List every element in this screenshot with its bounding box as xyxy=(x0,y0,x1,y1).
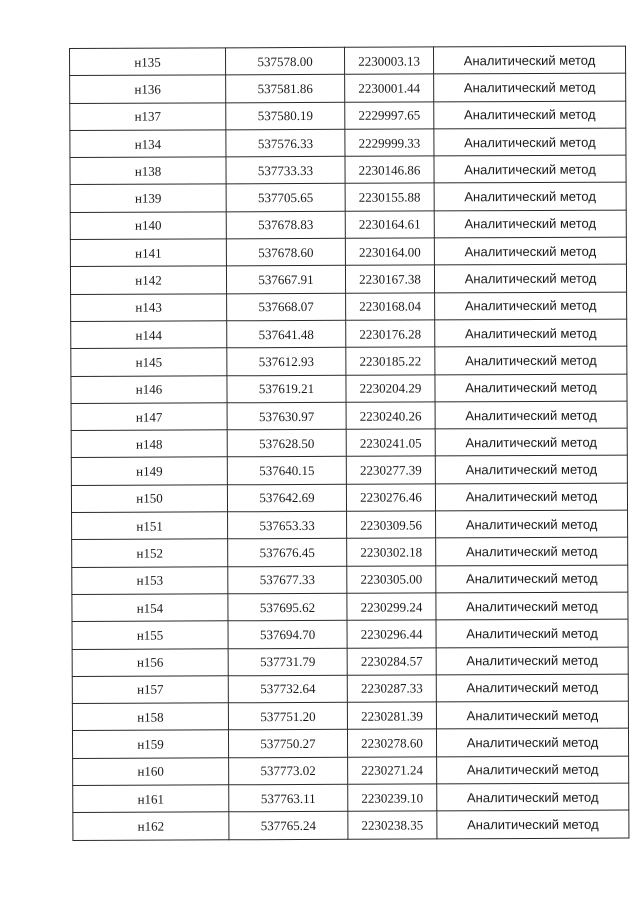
y-coordinate-cell: 2230167.38 xyxy=(345,265,434,293)
point-id-cell: н137 xyxy=(70,102,226,130)
table-row xyxy=(70,101,626,131)
point-id-cell: н135 xyxy=(70,48,226,76)
method-cell: Аналитический метод xyxy=(435,483,627,511)
y-coordinate-cell: 2230271.24 xyxy=(348,757,437,785)
method-cell: Аналитический метод xyxy=(436,592,628,620)
method-cell: Аналитический метод xyxy=(435,456,627,484)
x-coordinate-cell: 537732.64 xyxy=(228,675,347,703)
point-id-cell: н144 xyxy=(71,321,227,349)
method-cell: Аналитический метод xyxy=(436,537,628,565)
method-cell: Аналитический метод xyxy=(436,619,628,647)
x-coordinate-cell: 537678.83 xyxy=(226,211,345,239)
x-coordinate-cell: 537694.70 xyxy=(228,621,347,649)
y-coordinate-cell: 2230281.39 xyxy=(347,702,436,730)
y-coordinate-cell: 2230296.44 xyxy=(347,620,436,648)
table-row xyxy=(73,756,629,786)
table-row xyxy=(70,264,626,294)
x-coordinate-cell: 537630.97 xyxy=(227,402,346,430)
method-cell: Аналитический метод xyxy=(437,756,629,784)
x-coordinate-cell: 537576.33 xyxy=(226,129,345,157)
point-id-cell: н153 xyxy=(72,566,228,594)
y-coordinate-cell: 2230299.24 xyxy=(347,593,436,621)
y-coordinate-cell: 2230204.29 xyxy=(346,374,435,402)
table-row xyxy=(72,728,628,758)
table-row xyxy=(70,46,626,76)
x-coordinate-cell: 537612.93 xyxy=(227,348,346,376)
method-cell: Аналитический метод xyxy=(436,647,628,675)
coordinates-table-body xyxy=(70,46,629,840)
table-row xyxy=(71,483,627,513)
point-id-cell: н152 xyxy=(72,539,228,567)
method-cell: Аналитический метод xyxy=(437,810,629,838)
y-coordinate-cell: 2230155.88 xyxy=(345,183,434,211)
point-id-cell: н139 xyxy=(70,184,226,212)
point-id-cell: н161 xyxy=(73,785,229,813)
method-cell: Аналитический метод xyxy=(436,674,628,702)
x-coordinate-cell: 537641.48 xyxy=(227,320,346,348)
point-id-cell: н162 xyxy=(73,812,229,840)
method-cell: Аналитический метод xyxy=(434,128,626,156)
point-id-cell: н158 xyxy=(72,703,228,731)
point-id-cell: н149 xyxy=(71,457,227,485)
table-row xyxy=(71,319,627,349)
method-cell: Аналитический метод xyxy=(434,155,626,183)
x-coordinate-cell: 537580.19 xyxy=(226,102,345,130)
x-coordinate-cell: 537667.91 xyxy=(226,266,345,294)
x-coordinate-cell: 537765.24 xyxy=(229,812,348,840)
table-row xyxy=(71,292,627,322)
method-cell: Аналитический метод xyxy=(437,783,629,811)
table-row xyxy=(72,619,628,649)
y-coordinate-cell: 2229999.33 xyxy=(345,129,434,157)
y-coordinate-cell: 2230164.00 xyxy=(345,238,434,266)
x-coordinate-cell: 537773.02 xyxy=(229,757,348,785)
method-cell: Аналитический метод xyxy=(436,701,628,729)
table-row xyxy=(70,73,626,103)
y-coordinate-cell: 2230305.00 xyxy=(347,566,436,594)
x-coordinate-cell: 537678.60 xyxy=(226,238,345,266)
table-row xyxy=(72,647,628,677)
table-row xyxy=(70,210,626,240)
method-cell: Аналитический метод xyxy=(435,346,627,374)
method-cell: Аналитический метод xyxy=(434,264,626,292)
y-coordinate-cell: 2230239.10 xyxy=(348,784,437,812)
point-id-cell: н143 xyxy=(71,293,227,321)
x-coordinate-cell: 537668.07 xyxy=(227,293,346,321)
y-coordinate-cell: 2230309.56 xyxy=(347,511,436,539)
table-row xyxy=(71,456,627,486)
point-id-cell: н147 xyxy=(71,403,227,431)
point-id-cell: н151 xyxy=(72,512,228,540)
y-coordinate-cell: 2230284.57 xyxy=(347,647,436,675)
point-id-cell: н154 xyxy=(72,594,228,622)
y-coordinate-cell: 2230001.44 xyxy=(345,74,434,102)
method-cell: Аналитический метод xyxy=(434,101,626,129)
x-coordinate-cell: 537578.00 xyxy=(226,47,345,75)
y-coordinate-cell: 2230185.22 xyxy=(346,347,435,375)
point-id-cell: н156 xyxy=(72,648,228,676)
method-cell: Аналитический метод xyxy=(436,565,628,593)
y-coordinate-cell: 2230240.26 xyxy=(346,402,435,430)
y-coordinate-cell: 2230277.39 xyxy=(346,456,435,484)
table-row xyxy=(72,565,628,595)
point-id-cell: н148 xyxy=(71,430,227,458)
table-row xyxy=(71,428,627,458)
y-coordinate-cell: 2230276.46 xyxy=(346,484,435,512)
x-coordinate-cell: 537731.79 xyxy=(228,648,347,676)
method-cell: Аналитический метод xyxy=(433,46,625,74)
y-coordinate-cell: 2230168.04 xyxy=(346,293,435,321)
y-coordinate-cell: 2230241.05 xyxy=(346,429,435,457)
table-row xyxy=(72,674,628,704)
x-coordinate-cell: 537581.86 xyxy=(226,75,345,103)
table-row xyxy=(72,537,628,567)
y-coordinate-cell: 2230164.61 xyxy=(345,211,434,239)
y-coordinate-cell: 2230003.13 xyxy=(344,47,433,75)
y-coordinate-cell: 2230176.28 xyxy=(346,320,435,348)
point-id-cell: н138 xyxy=(70,157,226,185)
method-cell: Аналитический метод xyxy=(435,374,627,402)
y-coordinate-cell: 2230287.33 xyxy=(347,675,436,703)
point-id-cell: н136 xyxy=(70,75,226,103)
method-cell: Аналитический метод xyxy=(434,210,626,238)
y-coordinate-cell: 2230278.60 xyxy=(347,729,436,757)
table-row xyxy=(70,183,626,213)
table-row xyxy=(72,510,628,540)
point-id-cell: н145 xyxy=(71,348,227,376)
method-cell: Аналитический метод xyxy=(434,237,626,265)
table-row xyxy=(73,810,629,840)
table-row xyxy=(71,401,627,431)
x-coordinate-cell: 537695.62 xyxy=(228,593,347,621)
point-id-cell: н159 xyxy=(72,730,228,758)
point-id-cell: н134 xyxy=(70,130,226,158)
point-id-cell: н142 xyxy=(70,266,226,294)
method-cell: Аналитический метод xyxy=(436,728,628,756)
method-cell: Аналитический метод xyxy=(436,510,628,538)
method-cell: Аналитический метод xyxy=(435,428,627,456)
y-coordinate-cell: 2230146.86 xyxy=(345,156,434,184)
table-row xyxy=(72,701,628,731)
x-coordinate-cell: 537676.45 xyxy=(228,539,347,567)
x-coordinate-cell: 537640.15 xyxy=(227,457,346,485)
x-coordinate-cell: 537653.33 xyxy=(228,511,347,539)
point-id-cell: н150 xyxy=(71,485,227,513)
method-cell: Аналитический метод xyxy=(434,73,626,101)
point-id-cell: н140 xyxy=(70,212,226,240)
point-id-cell: н157 xyxy=(72,676,228,704)
x-coordinate-cell: 537750.27 xyxy=(228,730,347,758)
method-cell: Аналитический метод xyxy=(435,401,627,429)
point-id-cell: н141 xyxy=(70,239,226,267)
x-coordinate-cell: 537733.33 xyxy=(226,156,345,184)
x-coordinate-cell: 537677.33 xyxy=(228,566,347,594)
coordinates-table xyxy=(69,46,629,841)
table-row xyxy=(71,374,627,404)
x-coordinate-cell: 537751.20 xyxy=(228,702,347,730)
y-coordinate-cell: 2230238.35 xyxy=(348,811,437,839)
method-cell: Аналитический метод xyxy=(434,183,626,211)
table-row xyxy=(70,237,626,267)
y-coordinate-cell: 2230302.18 xyxy=(347,538,436,566)
table-row xyxy=(70,155,626,185)
method-cell: Аналитический метод xyxy=(435,292,627,320)
table-row xyxy=(71,346,627,376)
point-id-cell: н146 xyxy=(71,375,227,403)
y-coordinate-cell: 2229997.65 xyxy=(345,102,434,130)
table-row xyxy=(72,592,628,622)
x-coordinate-cell: 537642.69 xyxy=(227,484,346,512)
x-coordinate-cell: 537705.65 xyxy=(226,184,345,212)
table-row xyxy=(73,783,629,813)
point-id-cell: н160 xyxy=(73,758,229,786)
point-id-cell: н155 xyxy=(72,621,228,649)
table-row xyxy=(70,128,626,158)
x-coordinate-cell: 537763.11 xyxy=(229,784,348,812)
x-coordinate-cell: 537619.21 xyxy=(227,375,346,403)
x-coordinate-cell: 537628.50 xyxy=(227,429,346,457)
method-cell: Аналитический метод xyxy=(435,319,627,347)
